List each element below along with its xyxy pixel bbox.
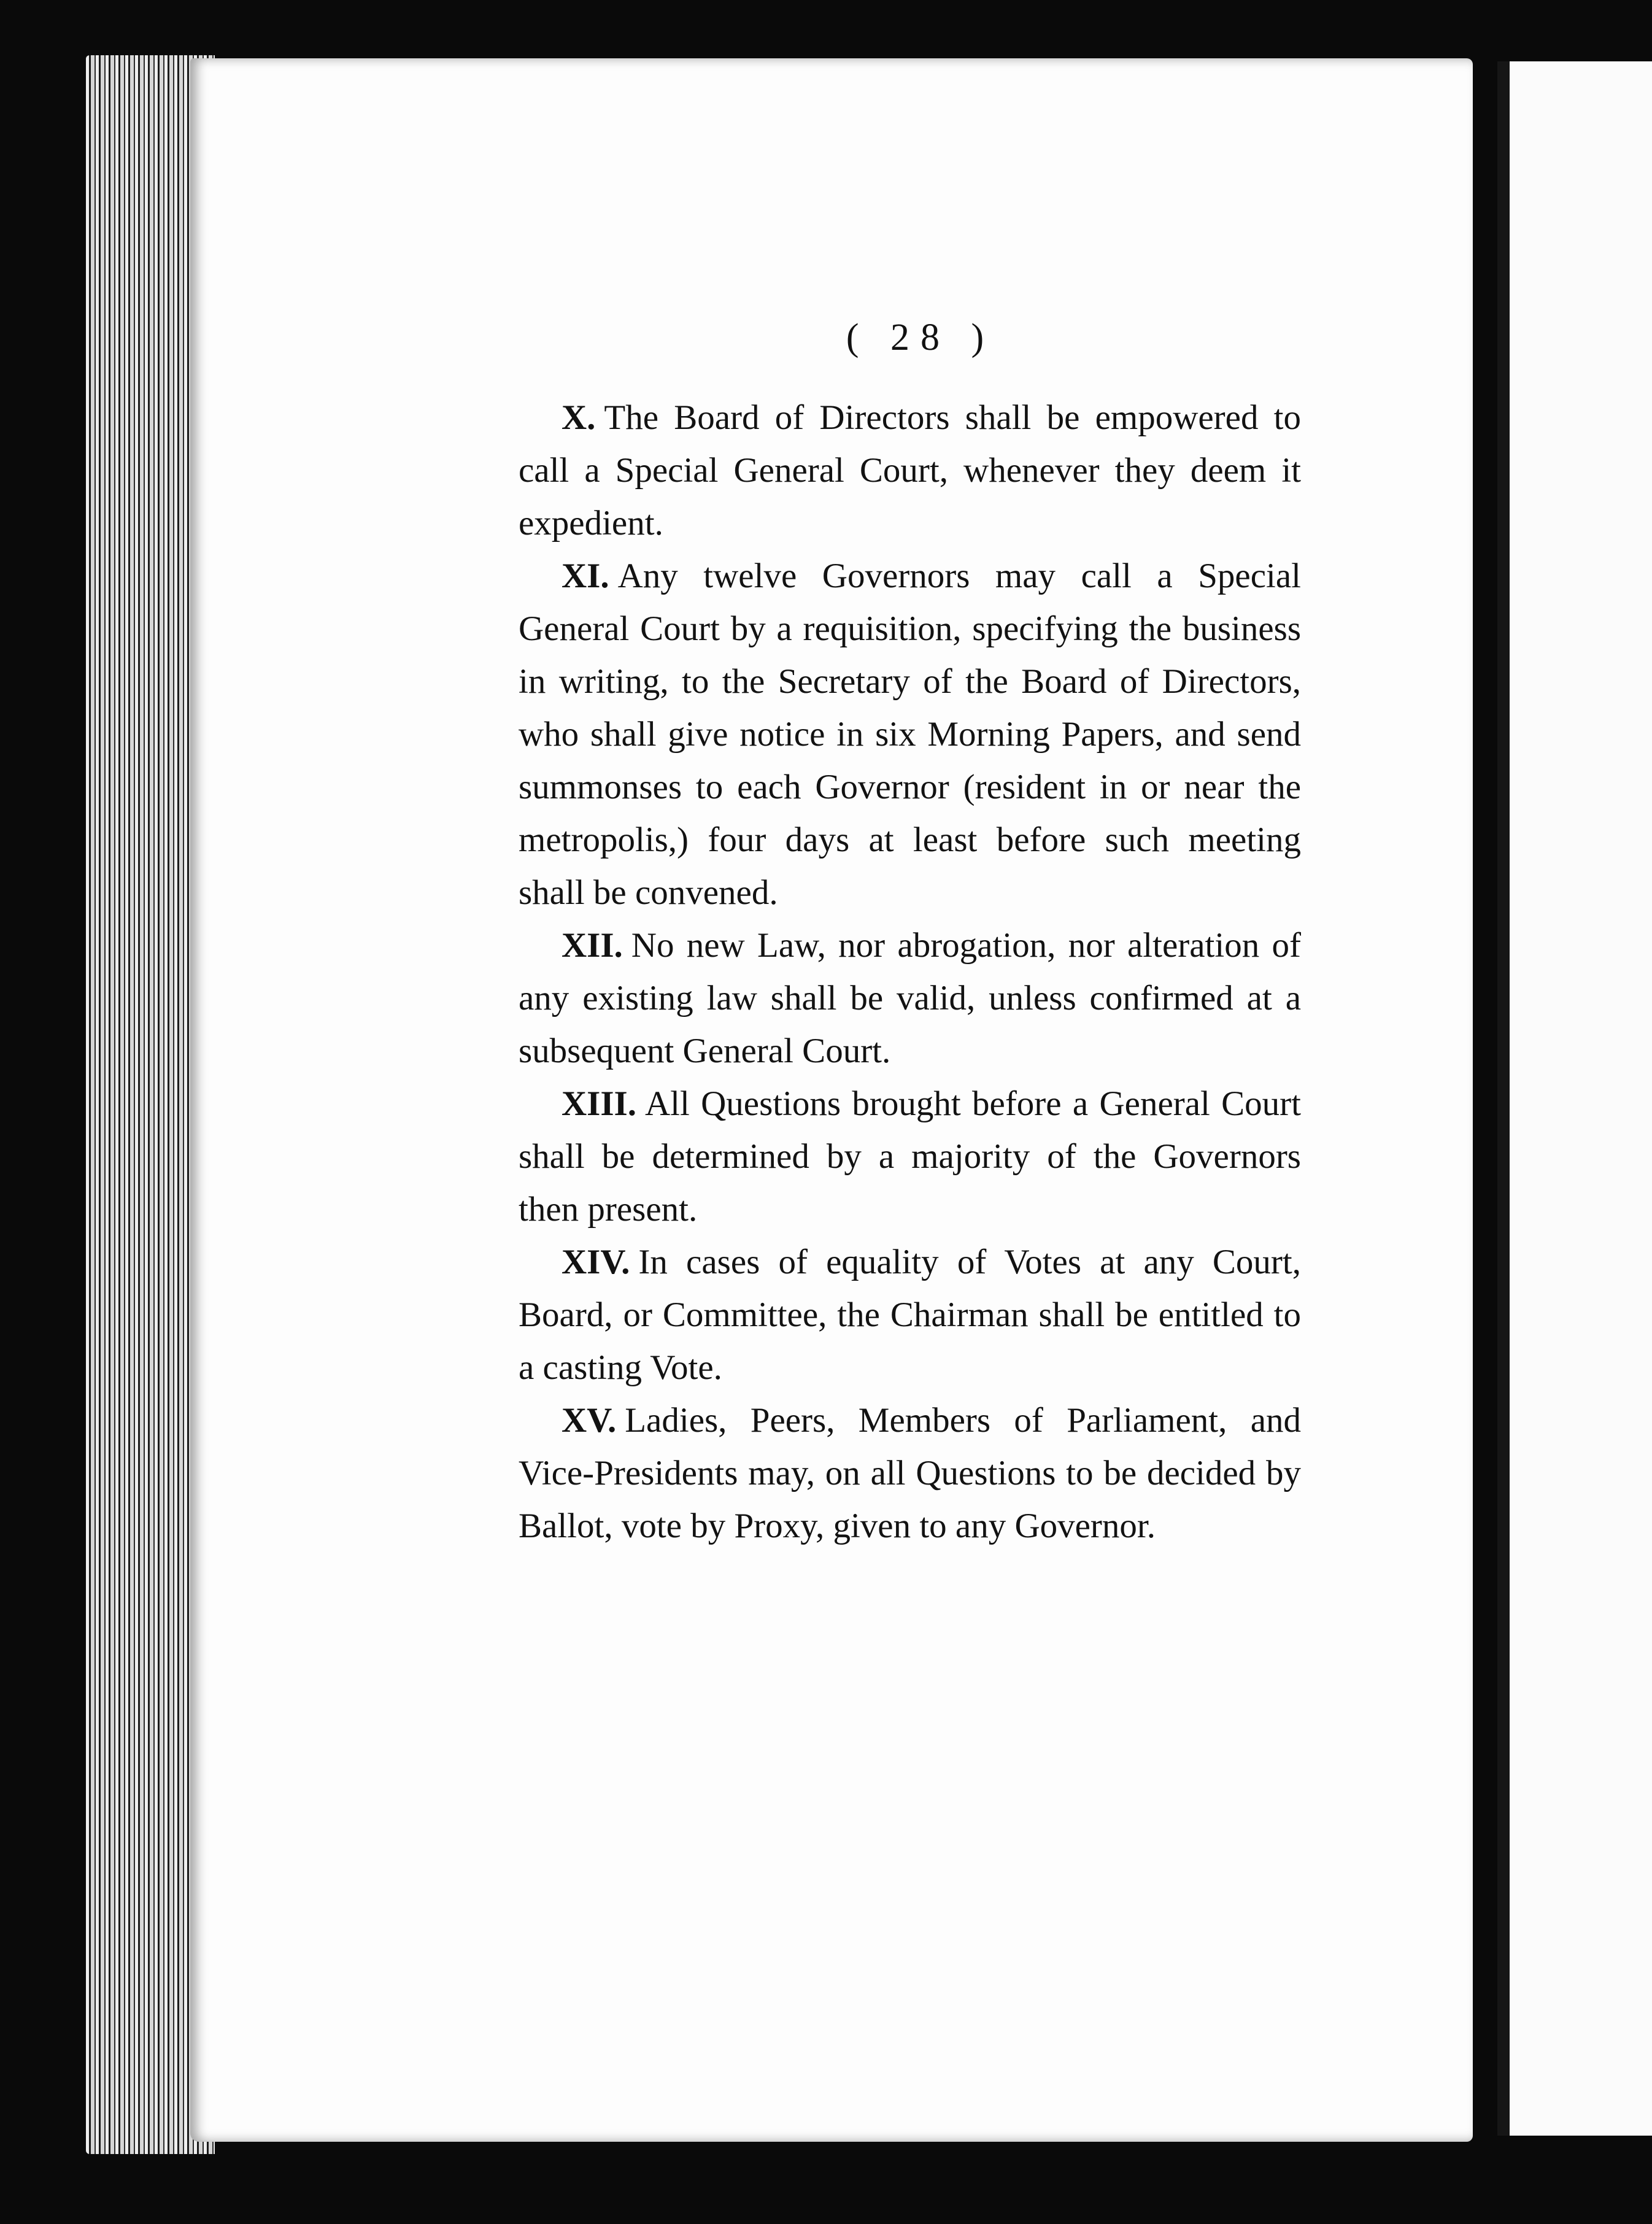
article-numeral: XIII. [562, 1084, 636, 1123]
article-xi [519, 550, 1301, 919]
facing-page-edge [1497, 61, 1652, 2136]
article-numeral: X. [562, 398, 596, 437]
article-numeral: XIV. [562, 1243, 630, 1281]
article-text: In cases of equality of Votes at any Court, Board, or Committee, the Chairman shall be entitled to a casting Vote. [519, 1243, 1301, 1387]
page-body [519, 392, 1301, 1553]
article-text: Ladies, Peers, Members of Parliament, and Vice-Presidents may, on all Questions to be decided by Ballot, vote by Proxy, given to any Governor. [519, 1401, 1301, 1545]
page-number: ( 28 ) [846, 317, 995, 358]
article-xv [519, 1394, 1301, 1553]
article-xiii [519, 1078, 1301, 1236]
article-text: Any twelve Governors may call a Special General Court by a requisition, specifying the business in writing, to the Secretary of the Board of Directors, who shall give notice in six Morning Papers, and send summonses to each Governor (resident in or near the metropolis,) four days at least before such meeting shall be convened. [519, 557, 1301, 912]
article-text: No new Law, nor abrogation, nor alteration of any existing law shall be valid, unless confirmed at a subsequent General Court. [519, 926, 1301, 1070]
article-xiv [519, 1236, 1301, 1394]
article-text: All Questions brought before a General Court shall be determined by a majority of the Governors then present. [519, 1084, 1301, 1229]
article-xii [519, 919, 1301, 1078]
article-text: The Board of Directors shall be empowered to call a Special General Court, whenever they deem it expedient. [519, 398, 1301, 542]
article-numeral: XV. [562, 1401, 617, 1440]
article-numeral: XII. [562, 926, 623, 965]
article-x [519, 392, 1301, 550]
article-numeral: XI. [562, 557, 609, 595]
